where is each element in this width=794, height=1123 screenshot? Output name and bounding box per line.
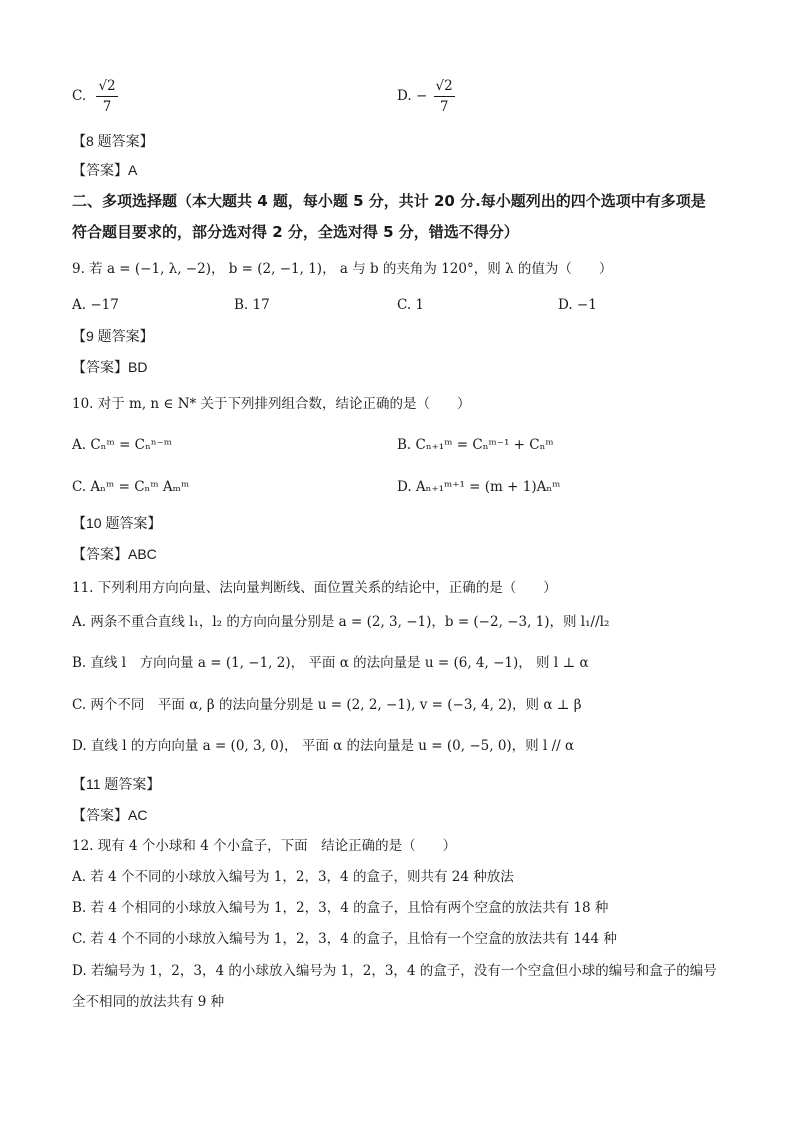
q8-option-c-fraction — [96, 76, 117, 117]
q8-option-d-fraction — [434, 76, 455, 117]
section-heading-line1: 二、多项选择题（本大题共 4 题，每小题 5 分，共计 20 分.每小题列出的四个选项中有多项是 — [72, 192, 706, 210]
q12-stem: 12. 现有 4 个小球和 4 个小盒子，下面 结论正确的是（ ） — [72, 838, 457, 854]
q11-answer: 【答案】AC — [72, 807, 148, 823]
q8-option-c — [72, 76, 118, 117]
q11-stem: 11. 下列利用方向向量、法向量判断线、面位置关系的结论中，正确的是（ ） — [72, 580, 557, 596]
q8-answer-tag: 【8 题答案】 — [72, 133, 154, 149]
q8-option-d-denominator: 7 — [439, 99, 449, 115]
q9-answer: 【答案】BD — [72, 359, 148, 375]
q8-option-c-numerator: √2 — [96, 76, 117, 97]
q11-option-c: C. 两个不同 平面 α, β 的法向量分别是 u = (2, 2, −1), v = (−3, 4, 2)，则 α ⊥ β — [72, 697, 582, 713]
section-heading-line2: 符合题目要求的，部分选对得 2 分，全选对得 5 分，错选不得分） — [72, 223, 519, 241]
q10-option-a: A. Cₙᵐ = Cₙⁿ⁻ᵐ — [72, 437, 173, 453]
q8-option-c-letter: C. — [72, 88, 87, 104]
q11-answer-tag: 【11 题答案】 — [72, 776, 161, 792]
q10-answer-tag: 【10 题答案】 — [72, 515, 162, 531]
q9-option-d: D. −1 — [558, 297, 597, 313]
q12-option-d-line2: 全不相同的放法共有 9 种 — [72, 994, 225, 1010]
q9-stem: 9. 若 a = (−1, λ, −2)， b = (2, −1, 1)， a 与 b 的夹角为 120°，则 λ 的值为（ ） — [72, 261, 613, 277]
q9-option-c: C. 1 — [397, 297, 425, 313]
q9-answer-tag: 【9 题答案】 — [72, 328, 154, 344]
q10-option-d: D. Aₙ₊₁ᵐ⁺¹ = (m + 1)Aₙᵐ — [397, 479, 561, 495]
q10-stem: 10. 对于 m, n ∈ N* 关于下列排列组合数，结论正确的是（ ） — [72, 396, 471, 412]
q9-option-b: B. 17 — [234, 297, 270, 313]
q8-option-c-denominator: 7 — [102, 99, 112, 115]
q12-option-a: A. 若 4 个不同的小球放入编号为 1，2，3，4 的盒子，则共有 24 种放法 — [72, 869, 514, 885]
q11-option-d: D. 直线 l 的方向向量 a = (0, 3, 0)， 平面 α 的法向量是 u = (0, −5, 0)，则 l // α — [72, 738, 575, 754]
q8-option-d-letter: D. — [397, 88, 412, 104]
q10-option-c: C. Aₙᵐ = Cₙᵐ Aₘᵐ — [72, 479, 190, 495]
q8-answer: 【答案】A — [72, 162, 138, 178]
q10-option-b: B. Cₙ₊₁ᵐ = Cₙᵐ⁻¹ + Cₙᵐ — [397, 437, 554, 453]
q10-answer: 【答案】ABC — [72, 546, 157, 562]
q9-option-a: A. −17 — [72, 297, 119, 313]
q12-option-b: B. 若 4 个相同的小球放入编号为 1，2，3，4 的盒子，且恰有两个空盒的放法共有 18 种 — [72, 900, 609, 916]
q8-option-d — [397, 76, 455, 117]
q8-option-d-numerator: √2 — [434, 76, 455, 97]
q11-option-a: A. 两条不重合直线 l₁，l₂ 的方向向量分别是 a = (2, 3, −1)，b = (−2, −3, 1)，则 l₁//l₂ — [72, 614, 610, 630]
q12-option-c: C. 若 4 个不同的小球放入编号为 1，2，3，4 的盒子，且恰有一个空盒的放法共有 144 种 — [72, 931, 617, 947]
q8-option-d-sign: − — [415, 88, 428, 104]
q11-option-b: B. 直线 l 方向向量 a = (1, −1, 2)， 平面 α 的法向量是 u = (6, 4, −1)， 则 l ⊥ α — [72, 655, 589, 671]
q12-option-d-line1: D. 若编号为 1，2，3，4 的小球放入编号为 1，2，3，4 的盒子，没有一个空盒但小球的编号和盒子的编号 — [72, 963, 717, 979]
